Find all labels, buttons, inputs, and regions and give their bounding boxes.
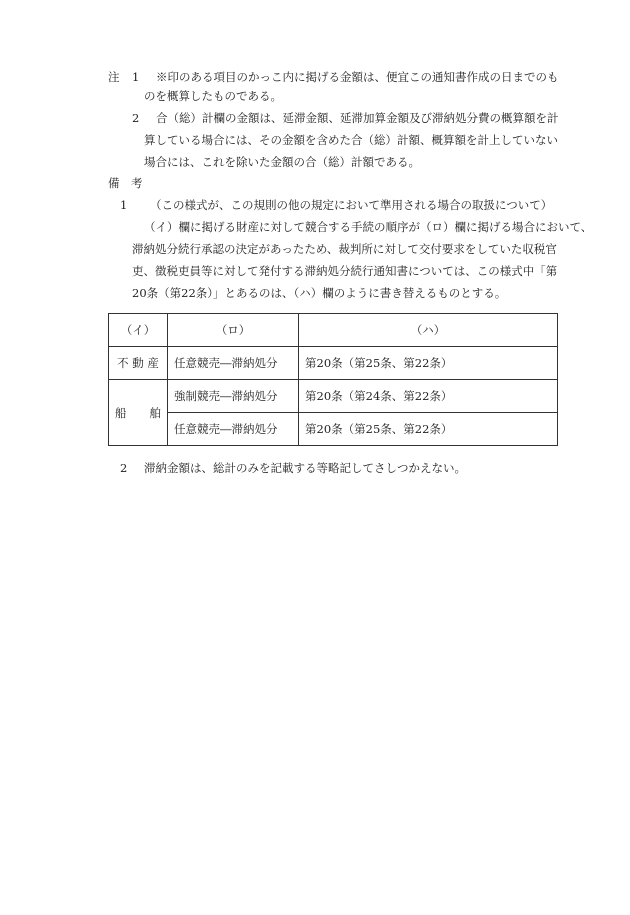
remark-1-line-3: 滞納処分続行承認の決定があったため、裁判所に対して交付要求をしていた収税官 — [132, 242, 557, 256]
replacement-cell: 第20条（第25条、第22条） — [299, 347, 558, 380]
header-ro: （ロ） — [168, 314, 299, 347]
property-cell: 不 動 産 — [109, 347, 168, 380]
note-1-number: 1 — [132, 70, 140, 84]
note-2-line-3: 場合には、これを除いた金額の合（総）計額である。 — [144, 155, 420, 169]
header-i: （イ） — [109, 314, 168, 347]
note-1-line-2: のを概算したものである。 — [144, 89, 282, 103]
remark-2-number: 2 — [120, 461, 128, 475]
remark-1-line-1: （この様式が、この規則の他の規定において準用される場合の取扱について） — [150, 198, 553, 212]
note-2-line-1: 合（総）計欄の金額は、延滞金額、延滞加算金額及び滞納処分費の概算額を計 — [156, 111, 559, 125]
procedure-cell: 任意競売―滞納処分 — [168, 347, 299, 380]
procedure-cell: 強制競売―滞納処分 — [168, 380, 299, 413]
note-2-number: 2 — [132, 111, 140, 125]
remark-2-text: 滞納金額は、総計のみを記載する等略記してさしつかえない。 — [144, 461, 466, 475]
replacement-cell: 第20条（第25条、第22条） — [299, 413, 558, 446]
remark-1-line-4: 吏、徴税吏員等に対して発付する滞納処分続行通知書については、この様式中「第 — [132, 264, 558, 278]
table-row — [109, 380, 558, 413]
table-row — [109, 413, 558, 446]
procedure-cell: 任意競売―滞納処分 — [168, 413, 299, 446]
note-1-line-1: ※印のある項目のかっこ内に掲げる金額は、便宜この通知書作成の日までのも — [156, 70, 559, 84]
table-row — [109, 347, 558, 380]
remark-1-line-5: 20条（第22条）」とあるのは、（ハ）欄のように書き替えるものとする。 — [132, 286, 507, 300]
notes-label: 注 — [108, 70, 120, 84]
header-ha: （ハ） — [299, 314, 558, 347]
replacement-table — [108, 313, 558, 446]
remark-1-line-2: （イ）欄に掲げる財産に対して競合する手続の順序が（ロ）欄に掲げる場合において、 — [144, 220, 593, 234]
remark-1-number: 1 — [120, 198, 128, 212]
replacement-cell: 第20条（第24条、第22条） — [299, 380, 558, 413]
table-header-row — [109, 314, 558, 347]
property-cell: 船 舶 — [109, 380, 168, 446]
note-2-line-2: 算している場合には、その金額を含めた合（総）計額、概算額を計上していない — [144, 133, 558, 147]
remarks-label: 備 考 — [108, 176, 143, 190]
